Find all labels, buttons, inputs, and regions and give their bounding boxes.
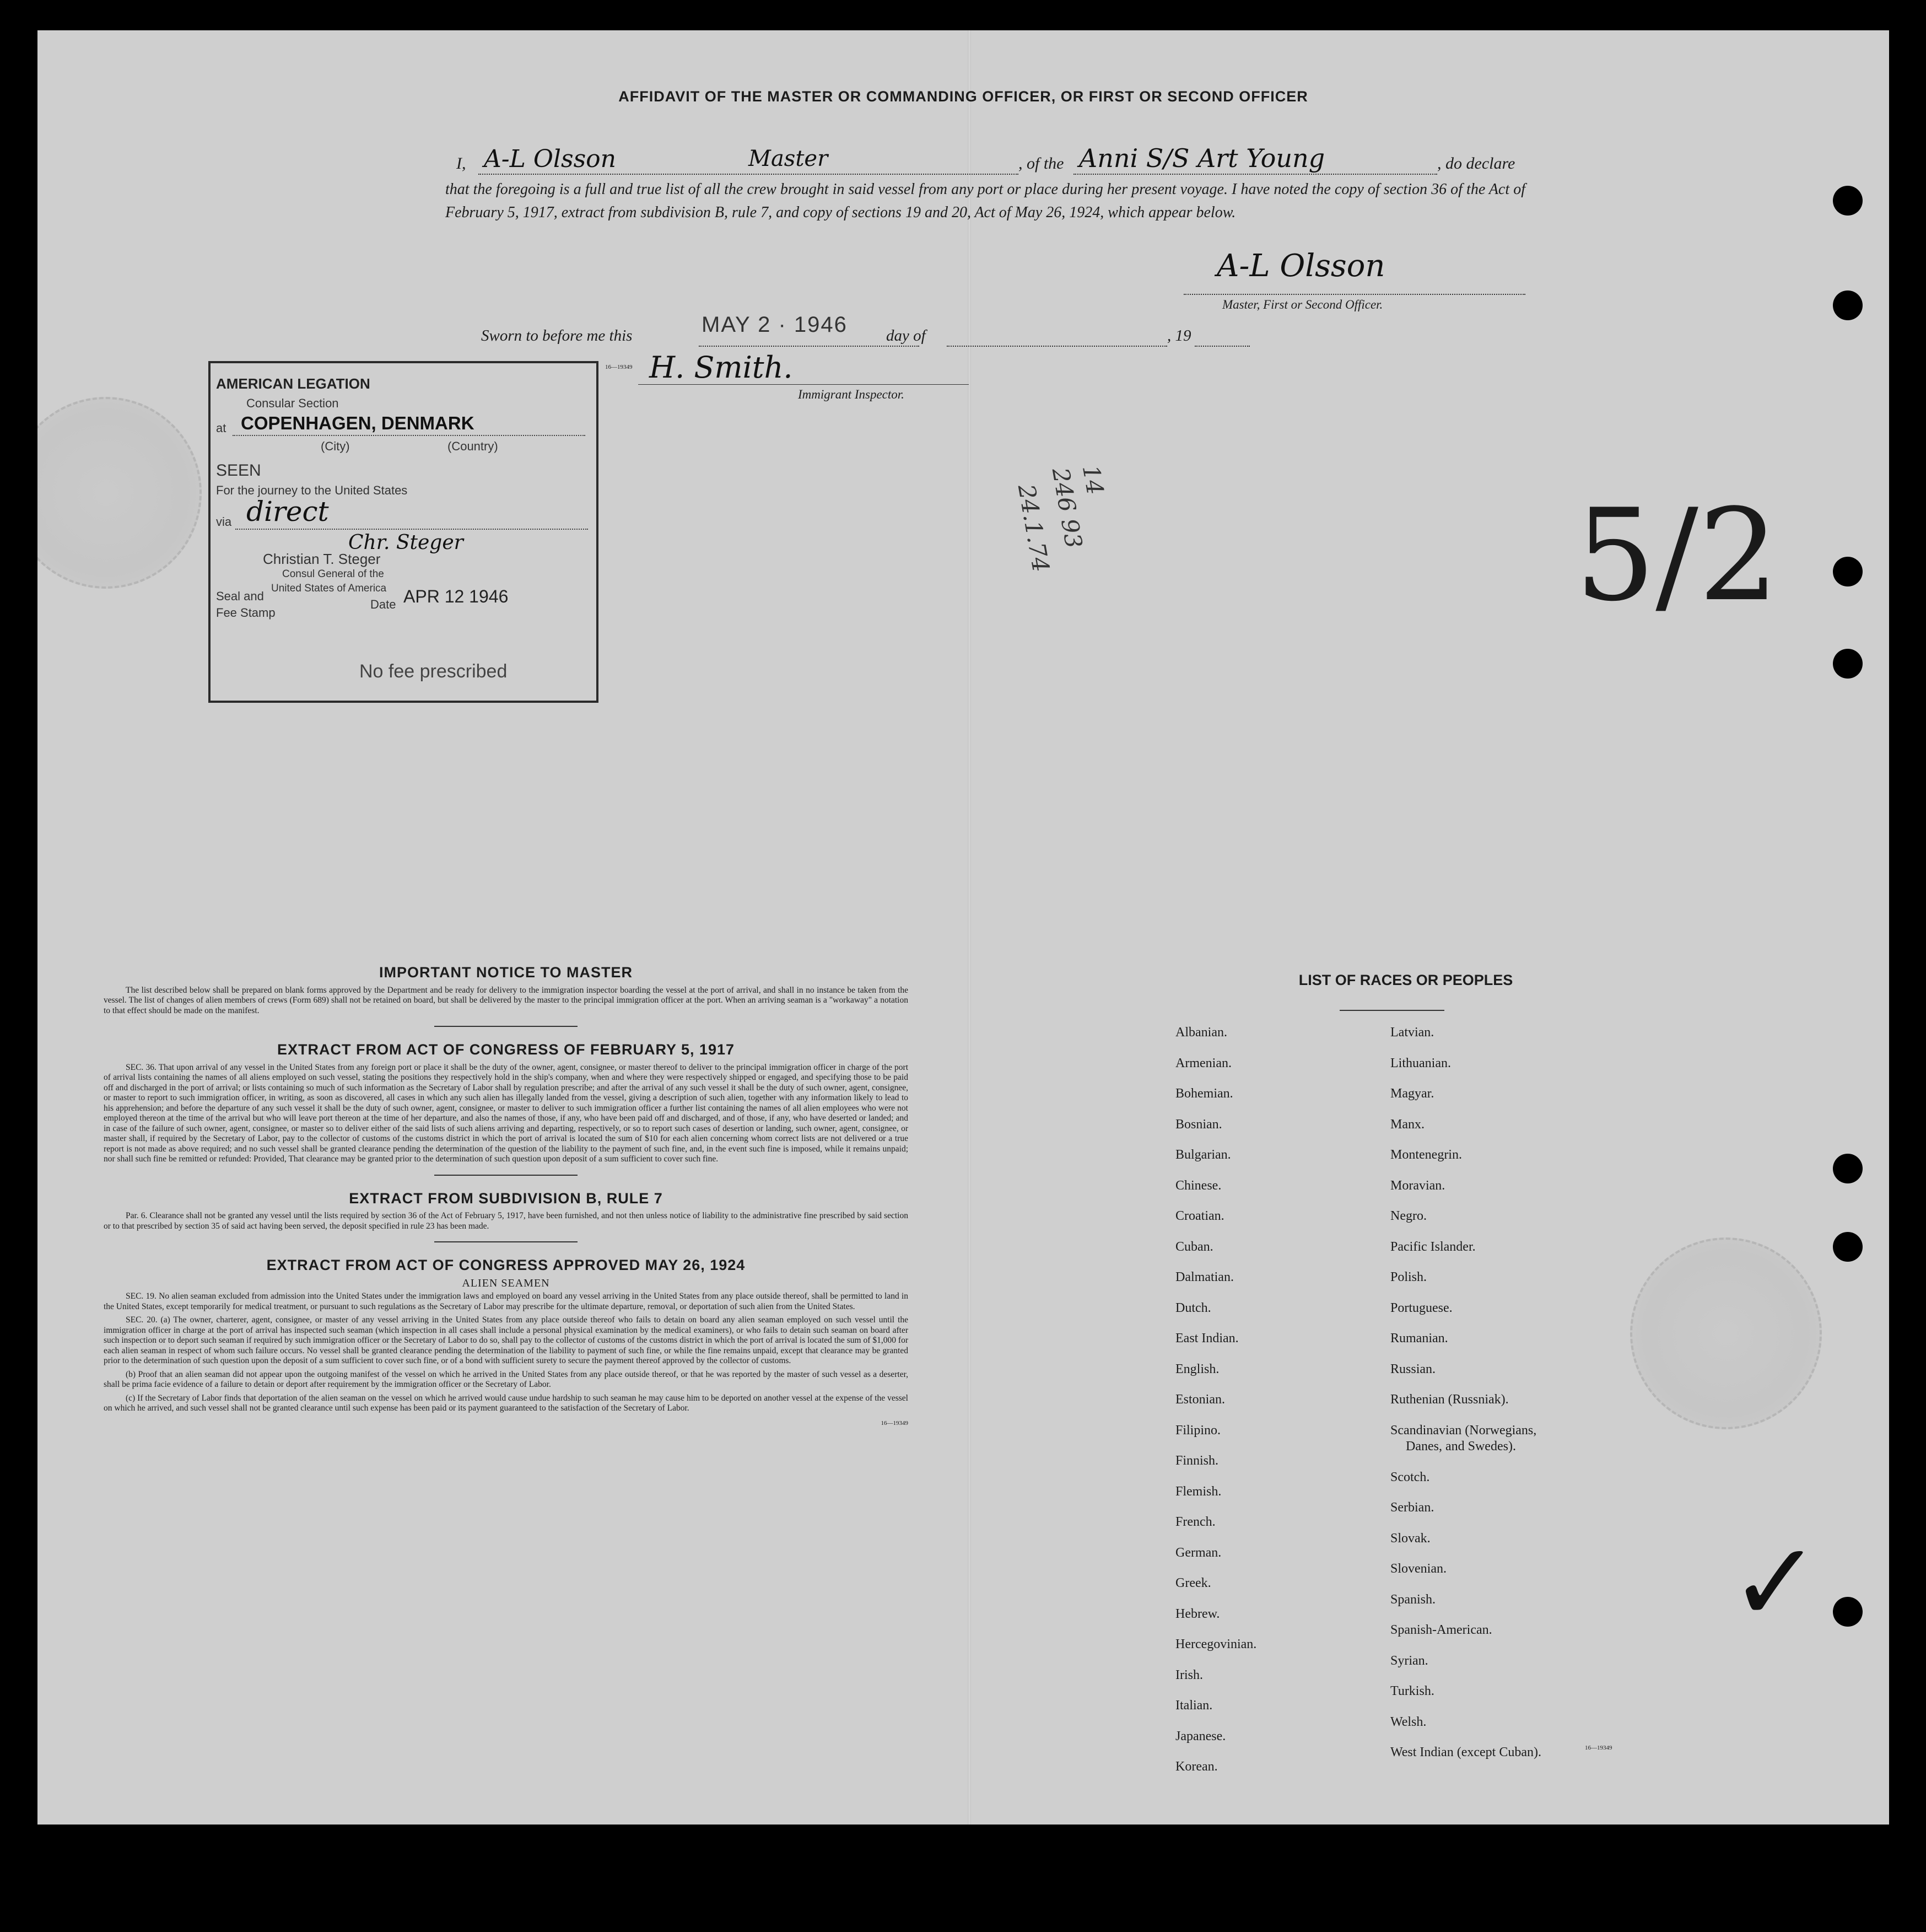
races-left-column [1175, 1025, 1256, 1790]
vessel-handwritten: Anni S/S Art Young [1079, 143, 1325, 173]
race-item: Lithuanian. [1390, 1056, 1451, 1070]
master-name-handwritten: A-L Olsson [484, 145, 616, 173]
sec20a-text: SEC. 20. (a) The owner, charterer, agent, consignee, or master of any vessel arriving in the United States from any place outside thereof who fails to detain on board any alien seaman employed on such vessel until the immigration officer in charge at the port of arrival has inspected such seaman (which inspection in all cases shall include a personal physical examination by the medical examiners), or who fails to detain such seaman on board after such inspection or to deport such seaman if required by such immigration officer or the Secretary of Labor to do so, shall pay to the collector of customs of the customs district in which the port of arrival is located the sum of $1,000 for each alien seaman in respect of whom such failure occurs. No vessel shall be granted clearance pending the determination of the liability to payment of such fine, or while the fine remains unpaid, except that clearance may be granted prior to the determination of such question upon the deposit of a sum sufficient to cover such fine, or of a bond with sufficient surety to secure the payment thereof approved by the collector of customs. [104, 1315, 908, 1365]
date-label: Date [370, 598, 396, 611]
race-item: Hebrew. [1175, 1606, 1220, 1621]
legation-place: COPENHAGEN, DENMARK [241, 413, 474, 433]
affidavit-i: I, [456, 154, 466, 173]
race-item: Slovak. [1390, 1531, 1431, 1546]
race-item: Syrian. [1390, 1653, 1428, 1668]
consular-section: Consular Section [246, 396, 339, 410]
of-the-label: , of the [1018, 154, 1064, 173]
rank-handwritten: Master [748, 146, 828, 171]
punch-hole [1833, 1597, 1863, 1627]
journey-label: For the journey to the United States [216, 483, 408, 497]
race-item: Ruthenian (Russniak). [1390, 1392, 1509, 1407]
race-item: Armenian. [1175, 1056, 1232, 1070]
race-item: Bosnian. [1175, 1117, 1222, 1132]
place-line [233, 435, 585, 436]
consul-signature: Chr. Steger [348, 531, 463, 554]
consular-seal [37, 397, 202, 589]
race-item: West Indian (except Cuban). [1390, 1745, 1541, 1759]
race-item: English. [1175, 1361, 1220, 1376]
race-item: Hercegovinian. [1175, 1637, 1257, 1651]
race-item: Greek. [1175, 1576, 1211, 1590]
sworn-date-stamp: MAY 2 · 1946 [702, 313, 848, 337]
via-line [235, 529, 588, 530]
embossed-seal [1630, 1237, 1822, 1429]
notice-title: IMPORTANT NOTICE TO MASTER [379, 964, 633, 981]
no-fee-label: No fee prescribed [359, 661, 508, 682]
race-item: Albanian. [1175, 1025, 1227, 1040]
race-item: Serbian. [1390, 1500, 1434, 1515]
race-item: East Indian. [1175, 1331, 1239, 1346]
race-item: Negro. [1390, 1209, 1427, 1223]
extract2-title: EXTRACT FROM SUBDIVISION B, RULE 7 [349, 1190, 663, 1207]
race-item: Moravian. [1390, 1178, 1445, 1193]
legation-stamp [208, 361, 598, 703]
race-item: Slovenian. [1390, 1562, 1447, 1576]
big-number-note: 5/2 [1575, 482, 1779, 629]
year-prefix: , 19 [1167, 327, 1191, 345]
divider [434, 1026, 578, 1027]
race-item: Danes, and Swedes). [1406, 1439, 1516, 1454]
race-item: Latvian. [1390, 1025, 1434, 1040]
form-code-top: 16—19349 [605, 364, 633, 370]
signature-caption: Master, First or Second Officer. [1222, 298, 1383, 311]
punch-hole [1833, 1154, 1863, 1183]
race-item: Croatian. [1175, 1209, 1224, 1223]
vessel-line [1073, 174, 1437, 175]
race-item: Korean. [1175, 1759, 1218, 1774]
sworn-label: Sworn to before me this [481, 327, 633, 345]
at-label: at [216, 421, 226, 435]
consul-title: Consul General of the [282, 568, 384, 580]
race-item: Filipino. [1175, 1423, 1221, 1438]
extract2-text: Par. 6. Clearance shall not be granted any vessel until the lists required by section 36 of the Act of February 5, 1917, have been furnished, and not then unless notice of liability to the administrative fine prescribed by said section or to that prescribed by section 35 of said act having been served, the deposit specified in rule 23 has been made. [104, 1211, 908, 1231]
race-item: Portuguese. [1390, 1300, 1453, 1315]
seen-label: SEEN [216, 461, 261, 480]
legation-title: AMERICAN LEGATION [216, 375, 370, 392]
race-item: Russian. [1390, 1361, 1436, 1376]
race-item: Polish. [1390, 1270, 1427, 1284]
race-item: Scandinavian (Norwegians, [1390, 1423, 1537, 1438]
race-item: Italian. [1175, 1698, 1213, 1713]
race-item: Pacific Islander. [1390, 1239, 1476, 1254]
sworn-date-line [699, 346, 919, 347]
inspector-signature: H. Smith. [649, 350, 793, 385]
via-handwritten: direct [246, 496, 329, 528]
race-item: Welsh. [1390, 1714, 1427, 1729]
race-item: Spanish. [1390, 1592, 1436, 1607]
divider [434, 1175, 578, 1176]
seal-and-label: Seal and [216, 589, 264, 603]
race-item: French. [1175, 1515, 1216, 1529]
punch-hole [1833, 649, 1863, 679]
sec19-text: SEC. 19. No alien seaman excluded from admission into the United States under the immigration laws and employed on board any vessel arriving in the United States from any place outside thereof, shall be permitted to land in the United States, except temporarily for medical treatment, or pursuant to such regulations as the Secretary of Labor may prescribe for the ultimate departure, removal, or deportation of such alien from the United States. [104, 1291, 908, 1311]
race-item: Dalmatian. [1175, 1270, 1234, 1284]
race-item: Scotch. [1390, 1470, 1430, 1484]
visa-date: APR 12 1946 [403, 586, 509, 606]
master-signature: A-L Olsson [1217, 248, 1385, 284]
consul-name: Christian T. Steger [263, 551, 381, 567]
punch-hole [1833, 1232, 1863, 1262]
race-item: Magyar. [1390, 1086, 1434, 1101]
race-item: Montenegrin. [1390, 1148, 1462, 1162]
usa-label: United States of America [271, 583, 387, 594]
races-right-column [1390, 1025, 1541, 1776]
race-item: Cuban. [1175, 1239, 1213, 1254]
race-item: Estonian. [1175, 1392, 1225, 1407]
notice-section [104, 964, 908, 1428]
race-item: Finnish. [1175, 1454, 1219, 1468]
affidavit-body: that the foregoing is a full and true list of all the crew brought in said vessel from any port or place during her present voyage. I have noted the copy of section 36 of the Act of February 5, 1917, extract from subdivision B, rule 7, and copy of sections 19 and 20, Act of May 26, 1924, which appear below. [445, 181, 1525, 221]
do-declare-label: , do declare [1437, 154, 1515, 173]
race-item: Turkish. [1390, 1684, 1434, 1698]
year-line [1195, 346, 1250, 347]
race-item: Manx. [1390, 1117, 1425, 1132]
race-item: Chinese. [1175, 1178, 1222, 1193]
punch-hole [1833, 557, 1863, 586]
race-item: German. [1175, 1545, 1222, 1560]
race-item: Rumanian. [1390, 1331, 1448, 1346]
pencil-note-a: 14 [1077, 463, 1109, 497]
day-of-line [947, 346, 1167, 347]
notice-text: The list described below shall be prepared on blank forms approved by the Department and be ready for delivery to the immigration inspector boarding the vessel at the port of arrival, and shall in no instance be taken from the vessel. The list of changes of alien members of crews (Form 689) shall not be retained on board, but shall be delivered by the master to the principal immigration officer at the port. When an arriving seaman is a "workaway" a notation to that effect should be made on the manifest. [104, 985, 908, 1015]
check-mark: ✓ [1729, 1519, 1822, 1647]
race-item: Spanish-American. [1390, 1623, 1492, 1637]
extract3-title: EXTRACT FROM ACT OF CONGRESS APPROVED MAY 26, 1924 [266, 1257, 746, 1273]
extract1-text: SEC. 36. That upon arrival of any vessel in the United States from any foreign port or place it shall be the duty of the owner, agent, consignee, or master thereof to deliver to the principal immigration officer in charge of the port of arrival lists containing the names of all aliens employed on such vessel, stating the positions they respectively hold in the ship's company, when and where they were respectively shipped or engaged, and specifying those to be paid off and discharged in the port of arrival; or lists containing so much of such information as the Secretary of Labor shall by regulation prescribe; and after the arrival of any such vessel it shall be the duty of such owner, agent, consignee, or master to report to such immigration officer, in writing, as soon as discovered, all cases in which any such alien has illegally landed from the vessel, giving a description of such alien, together with any information likely to lead to his apprehension; and before the departure of any such vessel it shall be the duty of such owner, agent, consignee, or master to deliver to such immigration officer a further list containing the names of all alien employees who were not employed thereon at the time of the arrival but who will leave port thereon at the time of her departure, and also the names of those, if any, who have been paid off and discharged, and of those, if any, who have deserted or landed; and in case of the failure of such owner, agent, consignee, or master so to deliver either of the said lists of such aliens arriving and departing, respectively, or so to report such cases of desertion or landing, such owner, agent, consignee, or master shall, if required by the Secretary of Labor, pay to the collector of customs of the customs district in which the port of arrival is located the sum of $10 for each alien concerning whom correct lists are not delivered or a true report is not made as above required; and no such vessel shall be granted clearance pending the determination of the question of the liability to the payment of such fine, and, in the event such fine is imposed, while it remains unpaid; nor shall such fine be remitted or refunded: Provided, That clearance may be granted prior to the determination of such question upon deposit of a sum sufficient to cover such fine. [104, 1062, 908, 1164]
fee-stamp-label: Fee Stamp [216, 606, 276, 620]
day-of-label: day of [886, 327, 926, 345]
pencil-note-b: 246 93 [1046, 466, 1088, 551]
via-label: via [216, 515, 232, 529]
race-item: Japanese. [1175, 1729, 1226, 1743]
inspector-caption: Immigrant Inspector. [798, 388, 904, 401]
inspector-line [638, 384, 969, 385]
race-item: Bohemian. [1175, 1086, 1233, 1101]
name-line [478, 174, 1018, 175]
race-item: Bulgarian. [1175, 1148, 1231, 1162]
divider [434, 1241, 578, 1242]
races-form-code: 16—19349 [1585, 1745, 1612, 1751]
race-item: Flemish. [1175, 1484, 1222, 1499]
affidavit-title: AFFIDAVIT OF THE MASTER OR COMMANDING OFFICER, OR FIRST OR SECOND OFFICER [618, 88, 1308, 105]
race-item: Dutch. [1175, 1300, 1211, 1315]
punch-hole [1833, 290, 1863, 320]
extract3-subtitle: ALIEN SEAMEN [462, 1277, 550, 1289]
races-title: LIST OF RACES OR PEOPLES [1298, 972, 1513, 988]
city-caption: (City) [321, 439, 350, 453]
pencil-note-c: 24.1.74 [1012, 482, 1055, 574]
center-fold [968, 30, 971, 1825]
races-divider [1340, 1010, 1444, 1011]
race-item: Irish. [1175, 1667, 1203, 1682]
document-page [37, 30, 1889, 1825]
sec20c-text: (c) If the Secretary of Labor finds that deportation of the alien seaman on the vessel on which he arrived would cause undue hardship to such seaman he may cause him to be deported on another vessel at the expense of the vessel on which he arrived, and such vessel shall not be granted clearance until such expense has been paid or its payment guaranteed to the satisfaction of the Secretary of Labor. [104, 1393, 908, 1413]
country-caption: (Country) [447, 439, 498, 453]
punch-hole [1833, 186, 1863, 216]
signature-line [1184, 294, 1525, 295]
sec20b-text: (b) Proof that an alien seaman did not appear upon the outgoing manifest of the vessel on which he arrived in the United States from any place outside thereof, or that he was reported by the master of such vessel as a deserter, shall be prima facie evidence of a failure to detain or deport after requirement by the immigration officer or the Secretary of Labor. [104, 1369, 908, 1389]
extract1-title: EXTRACT FROM ACT OF CONGRESS OF FEBRUARY 5, 1917 [277, 1041, 735, 1058]
notice-form-code: 16—19349 [881, 1419, 908, 1427]
